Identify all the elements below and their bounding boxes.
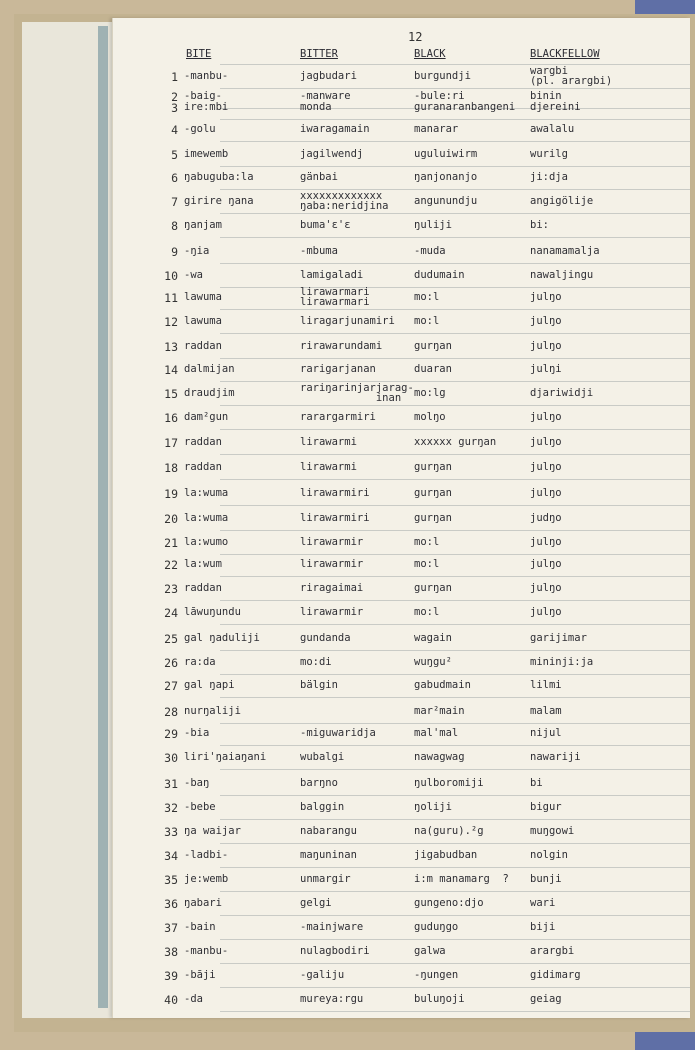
entry-bite: -ŋia bbox=[184, 245, 210, 257]
entry-bitter: -galiju bbox=[300, 969, 345, 981]
entry-bitter: buma'ɛ'ɛ bbox=[300, 219, 351, 231]
ruled-line bbox=[220, 1011, 690, 1012]
entry-bite: -ladbi- bbox=[184, 849, 229, 861]
entry-black: na(guru).²g bbox=[414, 825, 484, 837]
ruled-line bbox=[220, 358, 690, 359]
entry-bite: ŋabari bbox=[184, 897, 222, 909]
entry-bite: nurŋaliji bbox=[184, 705, 241, 717]
ruled-line bbox=[220, 769, 690, 770]
entry-bitter: -miguwaridja bbox=[300, 727, 376, 739]
entry-bitter: jagilwendj bbox=[300, 148, 364, 160]
row-number: 6 bbox=[171, 171, 178, 185]
entry-black: buluŋoji bbox=[414, 993, 465, 1005]
entry-black: -bule:ri bbox=[414, 90, 465, 102]
entry-bite: imewemb bbox=[184, 148, 229, 160]
entry-black: mo:lg bbox=[414, 387, 446, 399]
entry-blackfellow: julŋo bbox=[530, 558, 562, 570]
entry-bite: ra:da bbox=[184, 656, 216, 668]
row-number: 5 bbox=[171, 148, 178, 162]
entry-bitter: bälgin bbox=[300, 679, 338, 691]
entry-blackfellow: ji:dja bbox=[530, 171, 568, 183]
row-number: 14 bbox=[164, 363, 178, 377]
entry-black: wuŋgu² bbox=[414, 656, 452, 668]
entry-blackfellow: julŋo bbox=[530, 461, 562, 473]
row-number: 30 bbox=[164, 751, 178, 765]
entry-bite: -da bbox=[184, 993, 203, 1005]
entry-blackfellow: lilmi bbox=[530, 679, 562, 691]
entry-black: mo:l bbox=[414, 315, 440, 327]
row-number: 2 bbox=[171, 90, 178, 104]
ruled-line bbox=[220, 166, 690, 167]
row-number: 8 bbox=[171, 219, 178, 233]
column-header-bite: BITE bbox=[186, 48, 212, 60]
ruled-line bbox=[220, 189, 690, 190]
ruled-line bbox=[220, 939, 690, 940]
entry-black: gurŋan bbox=[414, 461, 452, 473]
entry-bitter: lirawarmir bbox=[300, 558, 364, 570]
entry-blackfellow: julŋo bbox=[530, 291, 562, 303]
entry-bitter: barŋno bbox=[300, 777, 338, 789]
row-number: 33 bbox=[164, 825, 178, 839]
entry-blackfellow: julŋo bbox=[530, 436, 562, 448]
entry-black: mar²main bbox=[414, 705, 465, 717]
entry-blackfellow: julŋo bbox=[530, 411, 562, 423]
entry-blackfellow: bi: bbox=[530, 219, 549, 231]
entry-black: manarar bbox=[414, 123, 459, 135]
ruled-line bbox=[220, 287, 690, 288]
entry-blackfellow: bi bbox=[530, 777, 543, 789]
ruled-line bbox=[220, 530, 690, 531]
ruled-line bbox=[220, 554, 690, 555]
ruled-line bbox=[220, 309, 690, 310]
entry-black: ŋanjonanjo bbox=[414, 171, 478, 183]
entry-blackfellow: djereini bbox=[530, 101, 581, 113]
column-header-black: BLACK bbox=[414, 48, 446, 60]
entry-blackfellow: mininji:ja bbox=[530, 656, 594, 668]
ruled-line bbox=[220, 891, 690, 892]
row-number: 12 bbox=[164, 315, 178, 329]
ruled-line bbox=[220, 745, 690, 746]
ruled-line bbox=[220, 795, 690, 796]
row-number: 37 bbox=[164, 921, 178, 935]
page-margin-line bbox=[112, 18, 113, 1018]
entry-bitter: lirawarmiri bbox=[300, 487, 370, 499]
entry-bitter: lirawarmir bbox=[300, 606, 364, 618]
entry-black: mo:l bbox=[414, 291, 440, 303]
entry-bite: raddan bbox=[184, 461, 222, 473]
ruled-line bbox=[220, 697, 690, 698]
row-number: 29 bbox=[164, 727, 178, 741]
entry-black: ŋoliji bbox=[414, 801, 452, 813]
row-number: 19 bbox=[164, 487, 178, 501]
entry-bitter: nabarangu bbox=[300, 825, 357, 837]
row-number: 38 bbox=[164, 945, 178, 959]
entry-bitter: lirawarmiri bbox=[300, 512, 370, 524]
entry-bitter: unmargir bbox=[300, 873, 351, 885]
entry-blackfellow: gidimarg bbox=[530, 969, 581, 981]
entry-bitter: maŋuninan bbox=[300, 849, 357, 861]
entry-bitter: xxxxxxxxxxxxx ŋaba:neridjina bbox=[300, 190, 389, 212]
entry-bitter: gelgi bbox=[300, 897, 332, 909]
row-number: 34 bbox=[164, 849, 178, 863]
ruled-line bbox=[220, 505, 690, 506]
ruled-line bbox=[220, 213, 690, 214]
entry-bite: -golu bbox=[184, 123, 216, 135]
entry-black: angunundju bbox=[414, 195, 478, 207]
row-number: 39 bbox=[164, 969, 178, 983]
row-number: 28 bbox=[164, 705, 178, 719]
column-header-blackfellow: BLACKFELLOW bbox=[530, 48, 600, 60]
entry-blackfellow: garijimar bbox=[530, 632, 587, 644]
entry-black: gurŋan bbox=[414, 487, 452, 499]
row-number: 11 bbox=[164, 291, 178, 305]
ruled-line bbox=[220, 867, 690, 868]
entry-black: mal'mal bbox=[414, 727, 459, 739]
row-number: 10 bbox=[164, 269, 178, 283]
entry-black: gurŋan bbox=[414, 582, 452, 594]
ruled-line bbox=[220, 963, 690, 964]
entry-bite: raddan bbox=[184, 436, 222, 448]
entry-bitter: lamigaladi bbox=[300, 269, 364, 281]
row-number: 31 bbox=[164, 777, 178, 791]
page-number: 12 bbox=[408, 30, 423, 44]
ruled-line bbox=[220, 237, 690, 238]
ruled-line bbox=[220, 429, 690, 430]
entry-bitter: rarargarmiri bbox=[300, 411, 376, 423]
ruled-line bbox=[220, 263, 690, 264]
ruled-line bbox=[220, 141, 690, 142]
entry-bite: la:wuma bbox=[184, 512, 229, 524]
entry-black: gurŋan bbox=[414, 340, 452, 352]
entry-bitter: jagbudari bbox=[300, 70, 357, 82]
entry-blackfellow: nijul bbox=[530, 727, 562, 739]
entry-bitter: wubalgi bbox=[300, 751, 345, 763]
entry-bitter: monda bbox=[300, 101, 332, 113]
entry-bite: draudjim bbox=[184, 387, 235, 399]
row-number: 35 bbox=[164, 873, 178, 887]
entry-bitter: lirawarmir bbox=[300, 536, 364, 548]
entry-bitter: balggin bbox=[300, 801, 345, 813]
row-number: 17 bbox=[164, 436, 178, 450]
entry-bitter: mo:di bbox=[300, 656, 332, 668]
entry-blackfellow: julŋo bbox=[530, 606, 562, 618]
entry-blackfellow: nawariji bbox=[530, 751, 581, 763]
entry-black: ŋuliji bbox=[414, 219, 452, 231]
entry-bite: -bāji bbox=[184, 969, 216, 981]
entry-bite: la:wumo bbox=[184, 536, 229, 548]
ruled-line bbox=[220, 650, 690, 651]
ruled-line bbox=[220, 987, 690, 988]
row-number: 20 bbox=[164, 512, 178, 526]
row-number: 7 bbox=[171, 195, 178, 209]
entry-bitter: lirawarmari lirawarmari bbox=[300, 286, 370, 308]
entry-blackfellow: wargbi (pl. arargbi) bbox=[530, 65, 613, 87]
entry-bite: raddan bbox=[184, 582, 222, 594]
entry-blackfellow: nolgin bbox=[530, 849, 568, 861]
ruled-line bbox=[220, 576, 690, 577]
entry-blackfellow: julŋo bbox=[530, 536, 562, 548]
entry-black: dudumain bbox=[414, 269, 465, 281]
entry-blackfellow: bunji bbox=[530, 873, 562, 885]
entry-black: -ŋungen bbox=[414, 969, 459, 981]
row-number: 9 bbox=[171, 245, 178, 259]
entry-black: ŋulboromiji bbox=[414, 777, 484, 789]
entry-blackfellow: julŋo bbox=[530, 315, 562, 327]
entry-black: mo:l bbox=[414, 558, 440, 570]
row-number: 27 bbox=[164, 679, 178, 693]
entry-blackfellow: julŋo bbox=[530, 340, 562, 352]
row-number: 24 bbox=[164, 606, 178, 620]
entry-bite: -bain bbox=[184, 921, 216, 933]
entry-blackfellow: bigur bbox=[530, 801, 562, 813]
entry-bitter: -mainjware bbox=[300, 921, 364, 933]
row-number: 13 bbox=[164, 340, 178, 354]
entry-bite: -bia bbox=[184, 727, 210, 739]
entry-bitter: lirawarmi bbox=[300, 461, 357, 473]
entry-bitter: rirawarundami bbox=[300, 340, 383, 352]
row-number: 40 bbox=[164, 993, 178, 1007]
row-number: 18 bbox=[164, 461, 178, 475]
row-number: 36 bbox=[164, 897, 178, 911]
entry-bite: ŋa waijar bbox=[184, 825, 241, 837]
entry-blackfellow: biji bbox=[530, 921, 556, 933]
entry-black: gabudmain bbox=[414, 679, 471, 691]
ruled-line bbox=[220, 88, 690, 89]
entry-bite: -baig- bbox=[184, 90, 222, 102]
entry-black: galwa bbox=[414, 945, 446, 957]
entry-bite: je:wemb bbox=[184, 873, 229, 885]
ruled-line bbox=[220, 454, 690, 455]
ruled-line bbox=[220, 405, 690, 406]
entry-blackfellow: wari bbox=[530, 897, 556, 909]
entry-bite: -bebe bbox=[184, 801, 216, 813]
ruled-line bbox=[220, 915, 690, 916]
row-number: 3 bbox=[171, 101, 178, 115]
entry-black: wagain bbox=[414, 632, 452, 644]
entry-blackfellow: wurilg bbox=[530, 148, 568, 160]
ruled-line bbox=[220, 819, 690, 820]
ruled-line bbox=[220, 674, 690, 675]
ruled-line bbox=[220, 479, 690, 480]
entry-bitter: rariŋarinjarjarag- inan bbox=[300, 382, 414, 404]
entry-bite: ŋabuguba:la bbox=[184, 171, 254, 183]
entry-bitter: iwaragamain bbox=[300, 123, 370, 135]
entry-bite: -wa bbox=[184, 269, 203, 281]
entry-bite: dam²gun bbox=[184, 411, 229, 423]
row-number: 15 bbox=[164, 387, 178, 401]
entry-bitter: gänbai bbox=[300, 171, 338, 183]
entry-bite: girire ŋana bbox=[184, 195, 254, 207]
entry-bitter: -manware bbox=[300, 90, 351, 102]
entry-bitter: mureya:rgu bbox=[300, 993, 364, 1005]
entry-blackfellow: binin bbox=[530, 90, 562, 102]
ruled-line bbox=[220, 64, 690, 65]
entry-bite: la:wuma bbox=[184, 487, 229, 499]
entry-black: burgundji bbox=[414, 70, 471, 82]
entry-blackfellow: nawaljingu bbox=[530, 269, 594, 281]
entry-black: mo:l bbox=[414, 606, 440, 618]
entry-black: uguluiwirm bbox=[414, 148, 478, 160]
entry-bite: -manbu- bbox=[184, 70, 229, 82]
entry-blackfellow: malam bbox=[530, 705, 562, 717]
entry-black: xxxxxx gurŋan bbox=[414, 436, 497, 448]
entry-bite: dalmijan bbox=[184, 363, 235, 375]
entry-blackfellow: judŋo bbox=[530, 512, 562, 524]
entry-blackfellow: julŋo bbox=[530, 487, 562, 499]
entry-black: guranaranbangeni bbox=[414, 101, 516, 113]
row-number: 25 bbox=[164, 632, 178, 646]
entry-bitter: rarigarjanan bbox=[300, 363, 376, 375]
entry-blackfellow: awalalu bbox=[530, 123, 575, 135]
row-number: 21 bbox=[164, 536, 178, 550]
ruled-line bbox=[220, 624, 690, 625]
entry-bite: la:wum bbox=[184, 558, 222, 570]
entry-black: -muda bbox=[414, 245, 446, 257]
entry-black: gungeno:djo bbox=[414, 897, 484, 909]
entry-blackfellow: arargbi bbox=[530, 945, 575, 957]
document-page bbox=[112, 18, 690, 1018]
ruled-line bbox=[220, 381, 690, 382]
entry-bite: lāwuŋundu bbox=[184, 606, 241, 618]
column-header-bitter: BITTER bbox=[300, 48, 338, 60]
entry-black: jigabudban bbox=[414, 849, 478, 861]
row-number: 23 bbox=[164, 582, 178, 596]
entry-bite: lawuma bbox=[184, 315, 222, 327]
entry-bite: -baŋ bbox=[184, 777, 210, 789]
entry-black: guduŋgo bbox=[414, 921, 459, 933]
ruled-line bbox=[220, 723, 690, 724]
entry-bitter: gundanda bbox=[300, 632, 351, 644]
entry-black: duaran bbox=[414, 363, 452, 375]
entry-bite: liri'ŋaiaŋani bbox=[184, 751, 267, 763]
entry-bite: ŋanjam bbox=[184, 219, 222, 231]
entry-bitter: nulagbodiri bbox=[300, 945, 370, 957]
entry-blackfellow: muŋgowi bbox=[530, 825, 575, 837]
entry-bite: ire:mbi bbox=[184, 101, 229, 113]
entry-blackfellow: geiag bbox=[530, 993, 562, 1005]
entry-black: nawagwag bbox=[414, 751, 465, 763]
cover-stripe bbox=[98, 26, 108, 1008]
row-number: 1 bbox=[171, 70, 178, 84]
row-number: 26 bbox=[164, 656, 178, 670]
row-number: 22 bbox=[164, 558, 178, 572]
row-number: 16 bbox=[164, 411, 178, 425]
entry-blackfellow: nanamamalja bbox=[530, 245, 600, 257]
entry-black: i:m manamarg ? bbox=[414, 873, 509, 885]
entry-bitter: riragaimai bbox=[300, 582, 364, 594]
entry-bite: lawuma bbox=[184, 291, 222, 303]
ruled-line bbox=[220, 843, 690, 844]
row-number: 32 bbox=[164, 801, 178, 815]
entry-blackfellow: djariwidji bbox=[530, 387, 594, 399]
entry-black: molŋo bbox=[414, 411, 446, 423]
entry-black: gurŋan bbox=[414, 512, 452, 524]
entry-bite: gal ŋaduliji bbox=[184, 632, 260, 644]
entry-black: mo:l bbox=[414, 536, 440, 548]
entry-bitter: -mbuma bbox=[300, 245, 338, 257]
entry-bite: gal ŋapi bbox=[184, 679, 235, 691]
entry-bitter: lirawarmi bbox=[300, 436, 357, 448]
ruled-line bbox=[220, 333, 690, 334]
ruled-line bbox=[220, 600, 690, 601]
ruled-line bbox=[220, 119, 690, 120]
entry-bite: -manbu- bbox=[184, 945, 229, 957]
entry-blackfellow: julŋi bbox=[530, 363, 562, 375]
entry-bitter: liragarjunamiri bbox=[300, 315, 395, 327]
entry-bite: raddan bbox=[184, 340, 222, 352]
row-number: 4 bbox=[171, 123, 178, 137]
entry-blackfellow: angigölije bbox=[530, 195, 594, 207]
entry-blackfellow: julŋo bbox=[530, 582, 562, 594]
